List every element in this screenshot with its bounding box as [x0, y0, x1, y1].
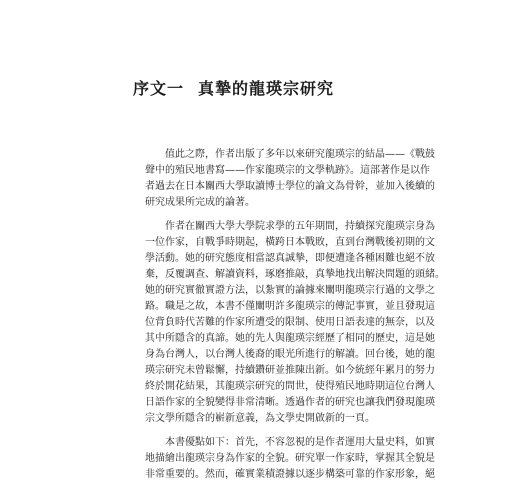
text-line: 者過去在日本關西大學取讀博士學位的論文為骨幹，並加入後續的 [145, 181, 435, 192]
text-line: 聲中的殖民地書寫——作家龍瑛宗的文學軌跡》。這部著作是以作 [145, 165, 430, 176]
text-line: 宗文學所隱含的嶄新意義，為文學史開啟新的一頁。 [145, 413, 375, 424]
paragraph-gap [145, 427, 390, 435]
text-line: 一位作家，自戰爭時期起，橫跨日本戰敗，直到台灣戰後初期的文 [145, 237, 435, 248]
text-line: 位背負時代苦難的作家所遭受的限制、使用日語表達的無奈，以及 [145, 317, 435, 328]
text-line: 終於開花結果，其龍瑛宗研究的問世，使得殖民地時期這位台灣人 [145, 381, 435, 392]
text-line: 她的研究實徹實證方法，以紮實的論據來闡明龍瑛宗行過的文學之 [145, 285, 435, 296]
text-line: 棄，反覆調查、解讀資料，琢磨推敲，真摯地找出解決問題的頭緒。 [145, 269, 445, 280]
text-line: 研究成果所完成的論著。 [145, 197, 255, 208]
text-line: 非常重要的。然而，確實業積證據以逐步構築可靠的作家形象，絕 [145, 469, 435, 480]
preface-label: 序文一 [133, 79, 185, 98]
text-line: 地描繪出龍瑛宗身為作家的全貌。研究單一作家時，掌握其全貌是 [145, 453, 435, 464]
text-line: 學活動。她的研究態度相當認真誠摯，即便遭逢各種困難也絕不放 [145, 253, 435, 264]
text-line: 瑛宗研究未曾鬆懈，持續鑽研並推陳出新。如今統經年累月的努力 [145, 365, 435, 376]
text-line: 本書優點如下：首先，不容忽視的是作者運用大量史料，如實 [165, 437, 435, 448]
paragraph [145, 147, 435, 211]
text-line: 作者在關西大學大學院求學的五年期間，持續探究龍瑛宗身為 [165, 221, 435, 232]
preface-body [145, 147, 445, 483]
text-line: 身為台灣人，以台灣人後裔的眼光所進行的解讀。回台後，她的龍 [145, 349, 435, 360]
text-line: 值此之際，作者出版了多年以來研究龍瑛宗的結晶——《戰鼓 [165, 149, 435, 160]
text-line: 其中所隱含的真諦。她的先人與龍瑛宗經歷了相同的歷史，這是她 [145, 333, 435, 344]
paragraph-gap [145, 211, 390, 219]
paragraph [145, 219, 445, 427]
paragraph [145, 435, 435, 483]
text-line: 日語作家的全貌變得非常清晰。透過作者的研究也讓我們發現龍瑛 [145, 397, 435, 408]
text-line: 路。職是之故，本書不僅闡明許多龍瑛宗的傳記事實，並且發現這 [145, 301, 435, 312]
preface-title [133, 76, 334, 99]
preface-title-text: 真摯的龍瑛宗研究 [198, 79, 335, 98]
